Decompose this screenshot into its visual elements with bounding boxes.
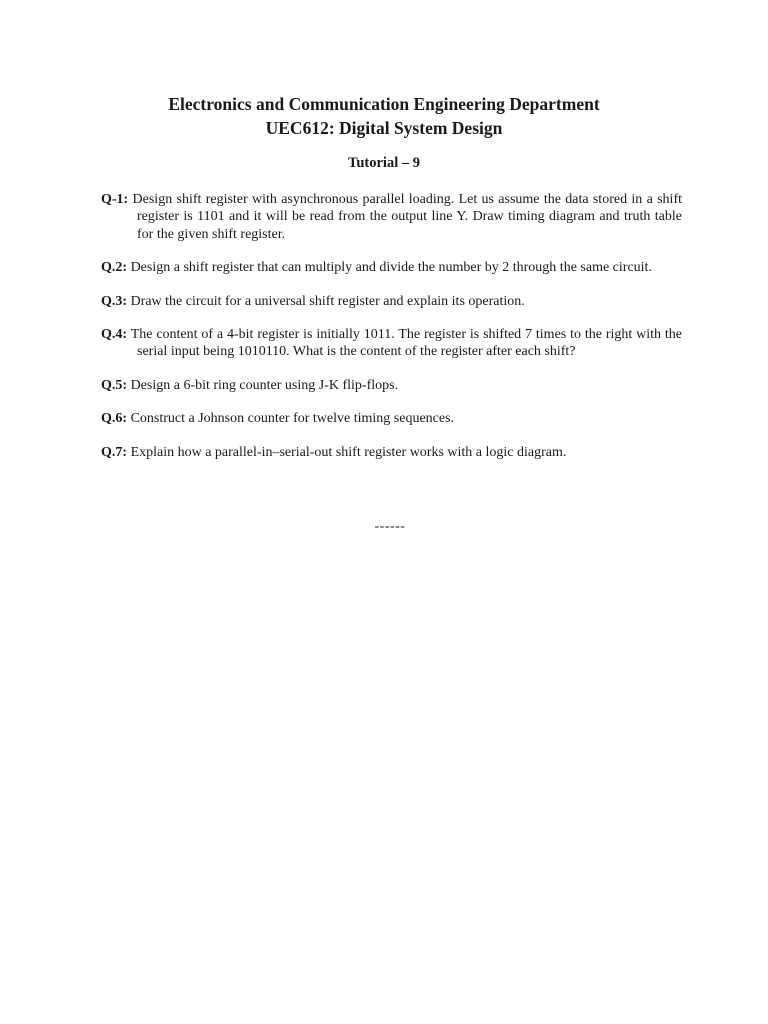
question-1 bbox=[101, 191, 682, 243]
question-4 bbox=[101, 326, 682, 361]
question-list bbox=[101, 191, 682, 477]
question-number: Q.6: bbox=[101, 411, 128, 427]
question-number: Q.7: bbox=[101, 444, 128, 460]
question-6 bbox=[101, 410, 682, 427]
question-number: Q.2: bbox=[101, 260, 128, 276]
question-number: Q.3: bbox=[101, 293, 128, 309]
tutorial-title: Tutorial – 9 bbox=[348, 155, 420, 171]
question-text: Design a shift register that can multiply and divide the number by 2 through the same circuit. bbox=[130, 260, 652, 276]
question-text: Construct a Johnson counter for twelve timing sequences. bbox=[130, 411, 455, 427]
question-number: Q.4: bbox=[101, 327, 128, 343]
course-title: UEC612: Digital System Design bbox=[265, 118, 503, 138]
question-number: Q.5: bbox=[101, 377, 128, 393]
end-of-document-mark: ------ bbox=[374, 519, 406, 534]
question-text: Design a 6-bit ring counter using J-K flip-flops. bbox=[130, 377, 399, 393]
question-5 bbox=[101, 377, 682, 394]
question-text: Design shift register with asynchronous parallel loading. Let us assume the data stored in a shift register is 1101 and it will be read from the output line Y. Draw timing diagram and truth table for the given shift register. bbox=[132, 192, 682, 242]
question-number: Q-1: bbox=[101, 192, 129, 207]
question-2 bbox=[101, 259, 682, 276]
question-text: Explain how a parallel-in–serial-out shift register works with a logic diagram. bbox=[130, 444, 567, 460]
question-text: The content of a 4-bit register is initially 1011. The register is shifted 7 times to the right with the serial input being 1010110. What is the content of the register after each shift? bbox=[130, 327, 682, 360]
question-3 bbox=[101, 293, 682, 310]
question-7 bbox=[101, 444, 682, 461]
question-text: Draw the circuit for a universal shift register and explain its operation. bbox=[130, 293, 525, 309]
department-heading: Electronics and Communication Engineering Department bbox=[168, 94, 600, 114]
